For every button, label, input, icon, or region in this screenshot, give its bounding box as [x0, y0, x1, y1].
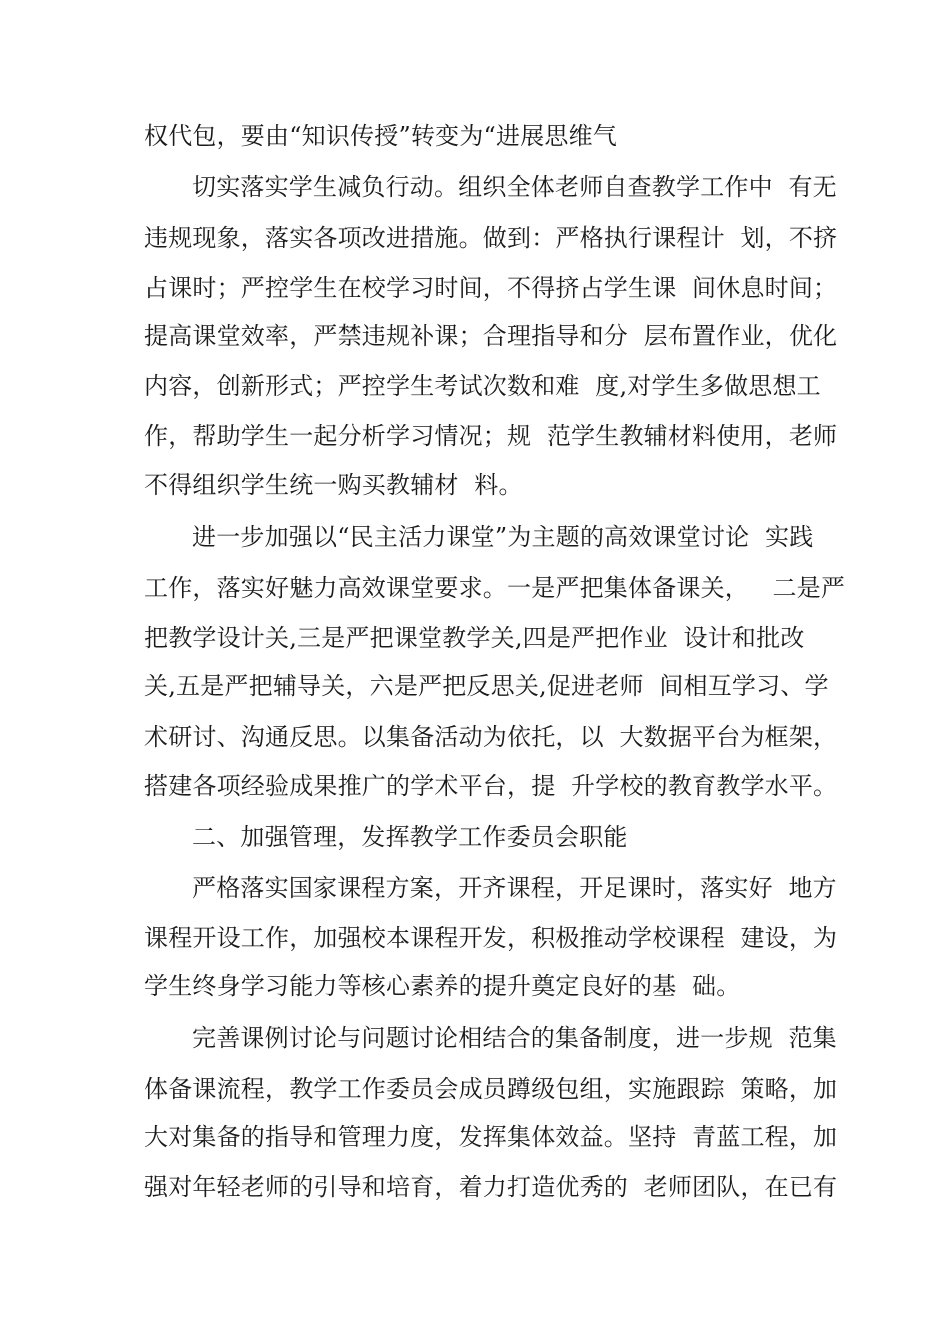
text-line: 课程开设工作，加强校本课程开发，积极推动学校课程 建设，为: [144, 924, 838, 952]
text-line: 不得组织学生统一购买教辅材 料。: [144, 471, 523, 499]
text-line: 大对集备的指导和管理力度，发挥集体效益。坚持 青蓝工程，加: [144, 1123, 838, 1151]
text-line: 学生终身学习能力等核心素养的提升奠定良好的基 础。: [144, 972, 741, 1000]
text-line: 术研讨、沟通反思。以集备活动为依托，以 大数据平台为框架，: [144, 723, 838, 751]
text-line: 体备课流程，教学工作委员会成员蹲级包组，实施跟踪 策略，加: [144, 1075, 838, 1103]
text-line: 把教学设计关,三是严把课堂教学关,四是严把作业 设计和批改: [144, 624, 805, 652]
text-line: 工作，落实好魅力高效课堂要求。一是严把集体备课关， 二是严: [144, 574, 846, 602]
text-line: 内容，创新形式；严控学生考试次数和难 度,对学生多做思想工: [144, 372, 821, 400]
text-line: 严格落实国家课程方案，开齐课程，开足课时，落实好 地方: [192, 874, 837, 902]
text-line: 进一步加强以“民主活力课堂”为主题的高效课堂讨论 实践: [192, 523, 814, 551]
text-line: 关,五是严把辅导关，六是严把反思关,促进老师 间相互学习、学: [144, 672, 829, 700]
section-heading: 二、加强管理，发挥教学工作委员会职能: [192, 823, 628, 851]
text-line: 占课时；严控学生在校学习时间，不得挤占学生课 间休息时间；: [144, 274, 838, 302]
text-line: 搭建各项经验成果推广的学术平台，提 升学校的教育教学水平。: [144, 772, 838, 800]
text-line: 权代包，要由“知识传授”转变为“进展思维气: [144, 122, 618, 150]
text-line: 作，帮助学生一起分析学习情况；规 范学生教辅材料使用，老师: [144, 422, 838, 450]
text-line: 强对年轻老师的引导和培育，着力打造优秀的 老师团队，在已有: [144, 1173, 838, 1201]
text-line: 完善课例讨论与问题讨论相结合的集备制度，进一步规 范集: [192, 1024, 837, 1052]
text-line: 提高课堂效率，严禁违规补课；合理指导和分 层布置作业，优化: [144, 322, 838, 350]
text-line: 切实落实学生减负行动。组织全体老师自查教学工作中 有无: [192, 173, 837, 201]
text-line: 违规现象，落实各项改进措施。做到：严格执行课程计 划，不挤: [144, 224, 838, 252]
